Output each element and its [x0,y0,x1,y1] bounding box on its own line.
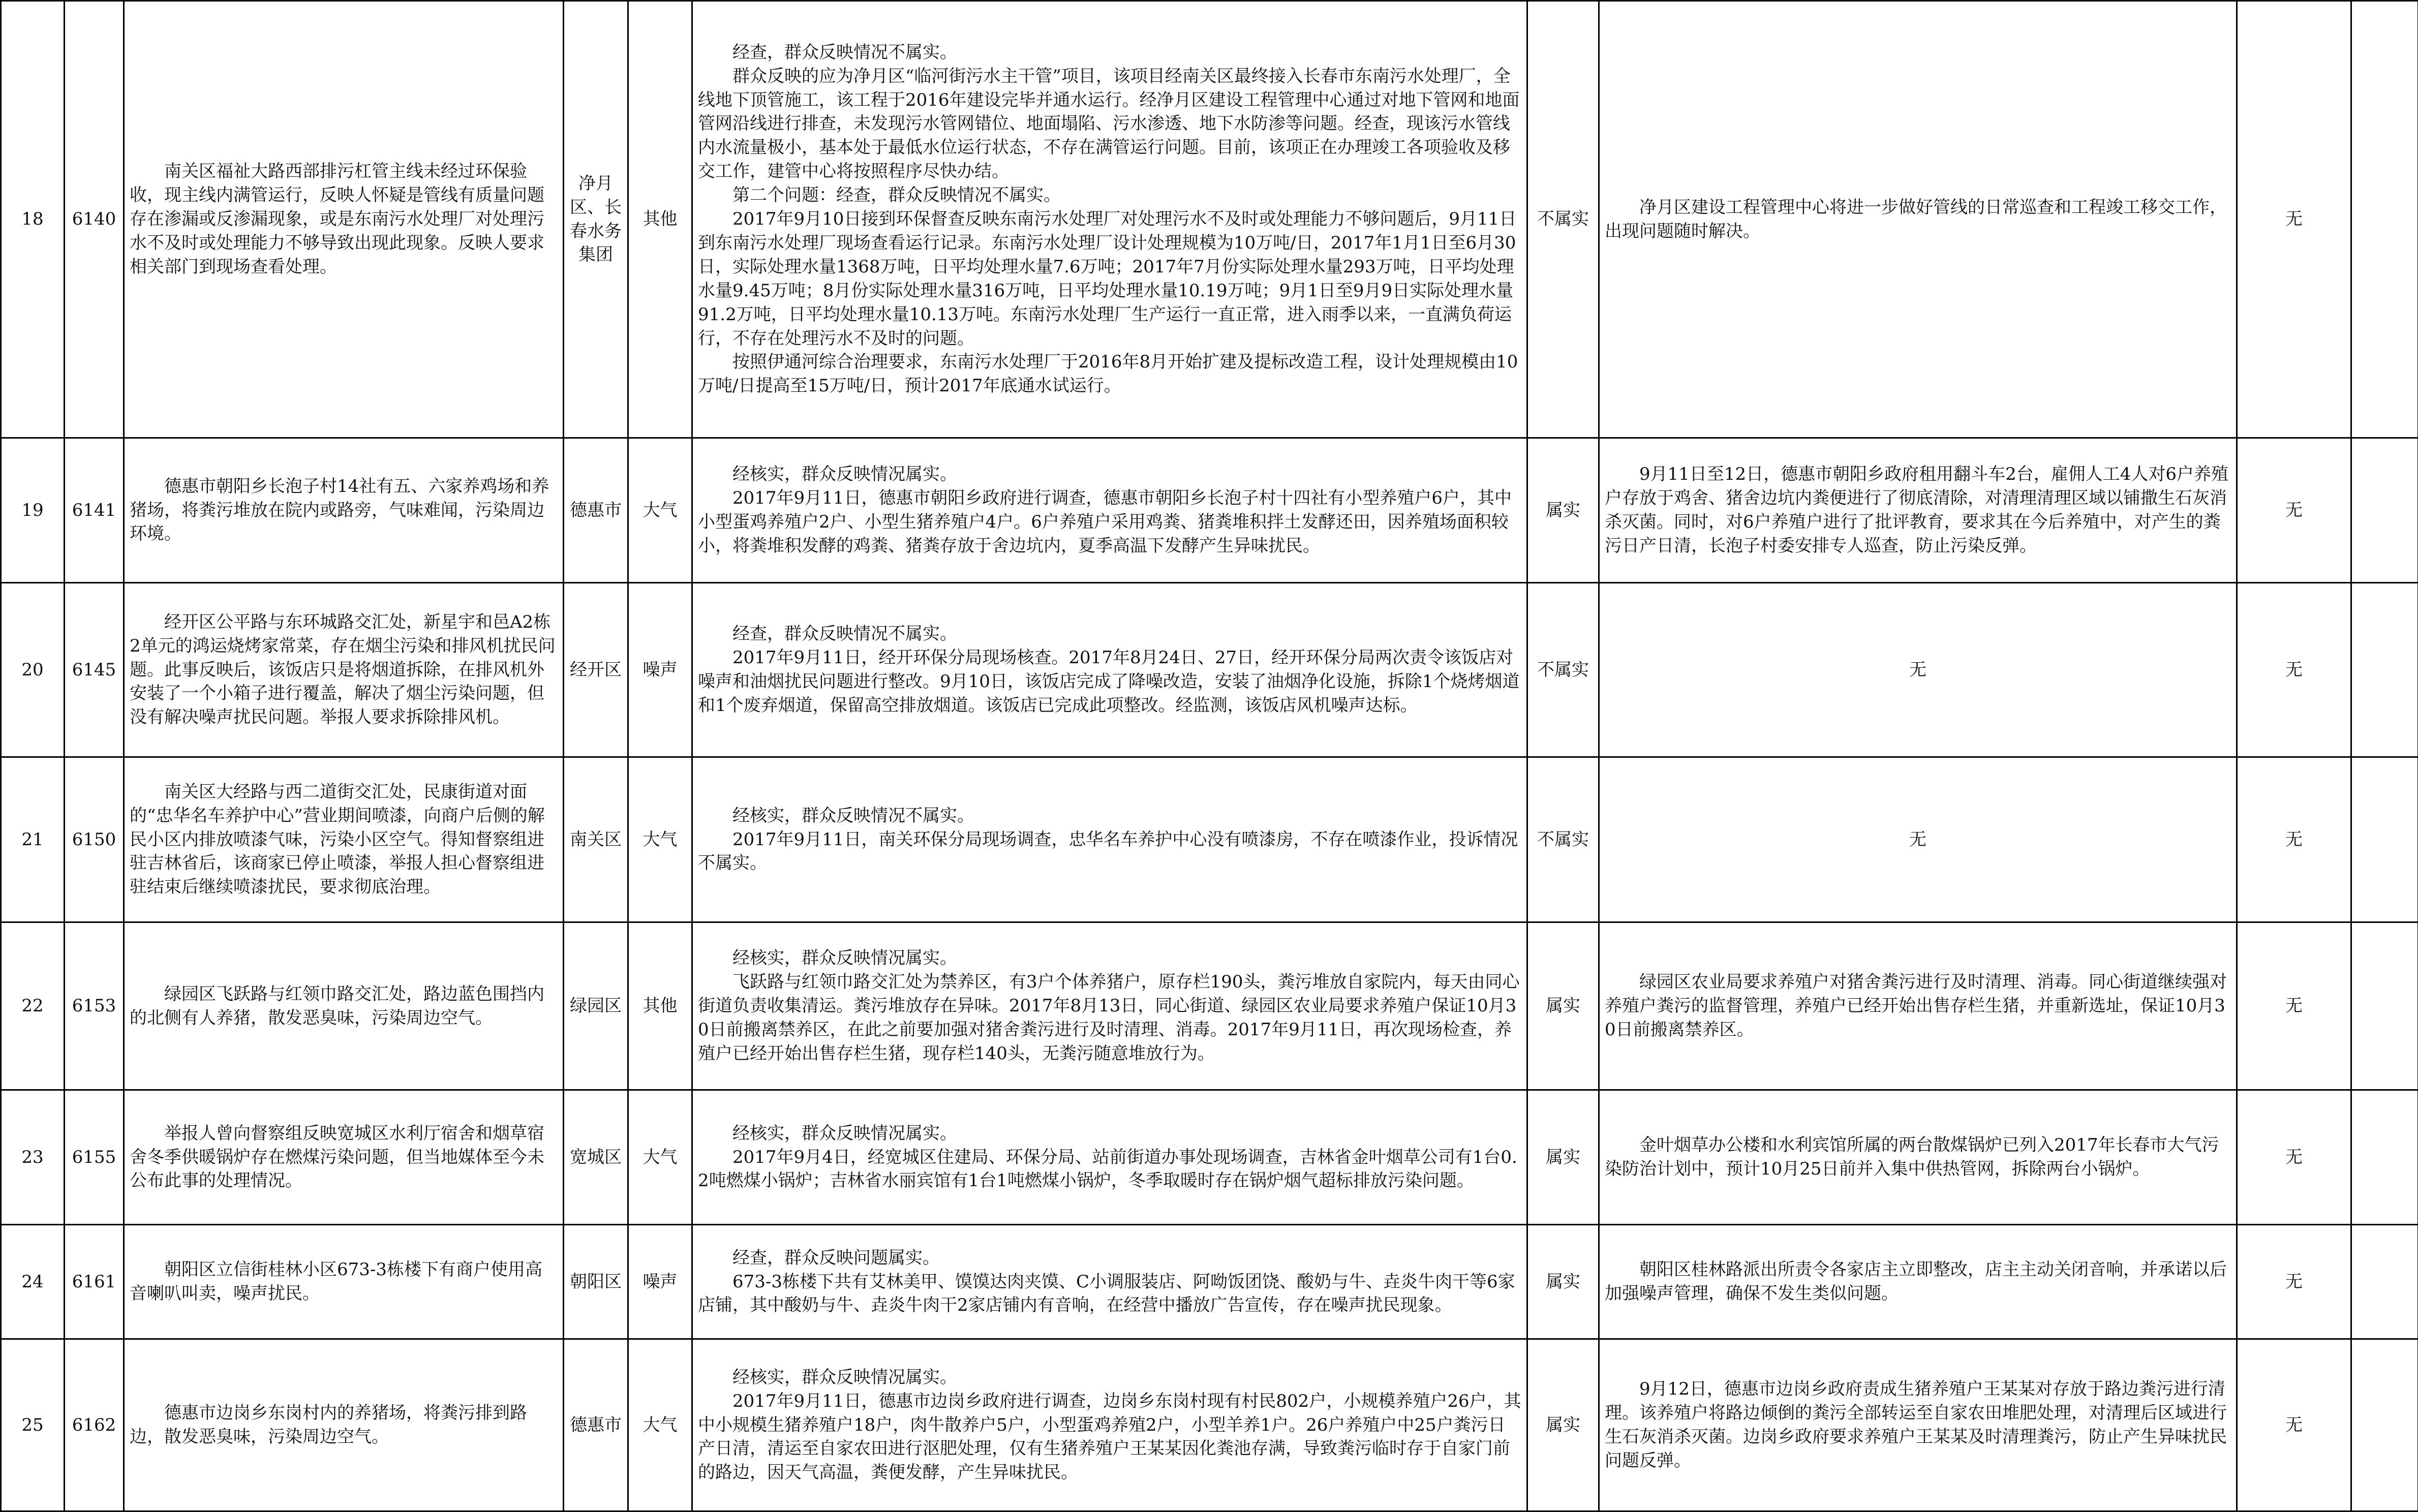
result-cell [692,1225,1527,1339]
result-paragraph: 按照伊通河综合治理要求，东南污水处理厂于2016年8月开始扩建及提标改造工程，设计处理规模由10万吨/日提高至15万吨/日，预计2017年底通水试运行。 [698,350,1521,398]
remark-cell [2351,1090,2418,1225]
category-cell: 其他 [628,1,692,438]
result-paragraph: 群众反映的应为净月区“临河街污水主干管”项目，该项目经南关区最终接入长春市东南污水处理厂，全线地下顶管施工，该工程于2016年建设完毕并通水运行。经净月区建设工程管理中心通过对地下管网和地面管网沿线进行排查，未发现污水管网错位、地面塌陷、污水渗透、地下水防渗等问题。经查，现该污水管线内水流量极小，基本处于最低水位运行状态，不存在满管运行问题。目前，该项正在办理竣工各项验收及移交工作，建管中心将按照程序尽快办结。 [698,65,1521,184]
seq-cell: 20 [1,583,65,757]
seq-cell: 23 [1,1090,65,1225]
accountability-cell: 无 [2237,1090,2351,1225]
verdict-cell: 属实 [1527,1225,1599,1339]
complaint-text: 南关区福祉大路西部排污杠管主线未经过环保验收，现主线内满管运行，反映人怀疑是管线有质量问题存在渗漏或反渗漏现象，或是东南污水处理厂对处理污水不及时或处理能力不够导致出现此现象。反映人要求相关部门到现场查看处理。 [130,160,558,279]
category-cell: 噪声 [628,1225,692,1339]
rectification-cell [1599,438,2237,583]
case-id-cell: 6141 [65,438,124,583]
complaint-cell [124,583,564,757]
table-row [1,922,2418,1090]
case-id-cell: 6162 [65,1339,124,1511]
complaint-cell [124,1090,564,1225]
table-row [1,1225,2418,1339]
table-row [1,757,2418,922]
accountability-cell: 无 [2237,583,2351,757]
complaint-cell [124,757,564,922]
result-paragraph: 经查，群众反映情况不属实。 [698,41,1521,65]
result-paragraph: 2017年9月11日，德惠市朝阳乡政府进行调查，德惠市朝阳乡长泡子村十四社有小型养殖户6户，其中小型蛋鸡养殖户2户、小型生猪养殖户4户。6户养殖户采用鸡粪、猪粪堆积拌土发酵还田，因养殖场面积较小，将粪堆积发酵的鸡粪、猪粪存放于舍边坑内，夏季高温下发酵产生异味扰民。 [698,486,1521,558]
result-cell [692,583,1527,757]
seq-cell: 18 [1,1,65,438]
seq-cell: 21 [1,757,65,922]
complaint-cell [124,438,564,583]
region-cell: 宽城区 [564,1090,628,1225]
result-paragraph: 2017年9月10日接到环保督查反映东南污水处理厂对处理污水不及时或处理能力不够问题后，9月11日到东南污水处理厂现场查看运行记录。东南污水处理厂设计处理规模为10万吨/日，2017年1月1日至6月30日，实际处理水量1368万吨，日平均处理水量7.6万吨；2017年7月份实际处理水量293万吨，日平均处理水量9.45万吨；8月份实际处理水量316万吨，日平均处理水量10.19万吨；9月1日至9月9日实际处理水量91.2万吨，日平均处理水量10.13万吨。东南污水处理厂生产运行一直正常，进入雨季以来，一直满负荷运行，不存在处理污水不及时的问题。 [698,207,1521,350]
remark-cell [2351,583,2418,757]
result-cell [692,922,1527,1090]
complaint-cell [124,1339,564,1511]
case-id-cell: 6145 [65,583,124,757]
rectification-cell [1599,583,2237,757]
result-paragraph: 第二个问题：经查，群众反映情况不属实。 [698,183,1521,207]
result-paragraph: 673-3栋楼下共有艾林美甲、馍馍达肉夹馍、C小调服装店、阿呦饭团饶、酸奶与牛、垚炎牛肉干等6家店铺，其中酸奶与牛、垚炎牛肉干2家店铺内有音响，在经营中播放广告宣传，存在噪声扰民现象。 [698,1270,1521,1318]
result-cell [692,757,1527,922]
rectification-cell [1599,757,2237,922]
remark-cell [2351,1,2418,438]
case-id-cell: 6153 [65,922,124,1090]
remark-cell [2351,1339,2418,1511]
seq-cell: 19 [1,438,65,583]
complaint-text: 经开区公平路与东环城路交汇处，新星宇和邑A2栋2单元的鸿运烧烤家常菜，存在烟尘污染和排风机扰民问题。此事反映后，该饭店只是将烟道拆除，在排风机外安装了一个小箱子进行覆盖，解决了烟尘污染问题，但没有解决噪声扰民问题。举报人要求拆除排风机。 [130,610,558,730]
rectification-cell [1599,1,2237,438]
complaint-text: 举报人曾向督察组反映宽城区水利厅宿舍和烟草宿舍冬季供暖锅炉存在燃煤污染问题，但当地媒体至今未公布此事的处理情况。 [130,1122,558,1193]
verdict-cell: 不属实 [1527,757,1599,922]
result-paragraph: 2017年9月11日，德惠市边岗乡政府进行调查，边岗乡东岗村现有村民802户，小规模养殖户26户，其中小规模生猪养殖户18户，肉牛散养户5户，小型蛋鸡养殖2户，小型羊养1户。26户养殖户中25户粪污日产日清，清运至自家农田进行沤肥处理，仅有生猪养殖户王某某因化粪池存满，导致粪污临时存于自家门前的路边，因天气高温，粪便发酵，产生异味扰民。 [698,1390,1521,1485]
result-paragraph: 2017年9月4日，经宽城区住建局、环保分局、站前街道办事处现场调查，吉林省金叶烟草公司有1台0.2吨燃煤小锅炉；吉林省水丽宾馆有1台1吨燃煤小锅炉，冬季取暖时存在锅炉烟气超标排放污染问题。 [698,1146,1521,1193]
table-row [1,1,2418,438]
rectification-cell [1599,1090,2237,1225]
complaint-text: 德惠市边岗乡东岗村内的养猪场，将粪污排到路边，散发恶臭味，污染周边空气。 [130,1401,558,1449]
complaint-cell [124,1225,564,1339]
accountability-cell: 无 [2237,1,2351,438]
remark-cell [2351,757,2418,922]
verdict-cell: 属实 [1527,1090,1599,1225]
rectification-cell [1599,922,2237,1090]
result-paragraph: 2017年9月11日，经开环保分局现场核查。2017年8月24日、27日，经开环保分局两次责令该饭店对噪声和油烟扰民问题进行整改。9月10日，该饭店完成了降噪改造，安装了油烟净化设施，拆除1个烧烤烟道和1个废弃烟道，保留高空排放烟道。该饭店已完成此项整改。经监测，该饭店风机噪声达标。 [698,646,1521,718]
rectification-text: 9月12日，德惠市边岗乡政府责成生猪养殖户王某某对存放于路边粪污进行清理。该养殖户将路边倾倒的粪污全部转运至自家农田堆肥处理，对清理后区域进行生石灰消杀灭菌。边岗乡政府要求养殖户王某某及时清理粪污，防止产生异味扰民问题反弹。 [1605,1377,2231,1473]
verdict-cell: 不属实 [1527,583,1599,757]
accountability-cell: 无 [2237,922,2351,1090]
verdict-cell: 属实 [1527,1339,1599,1511]
category-cell: 其他 [628,922,692,1090]
rectification-text: 9月11日至12日，德惠市朝阳乡政府租用翻斗车2台，雇佣人工4人对6户养殖户存放于鸡舍、猪舍边坑内粪便进行了彻底清除，对清理清理区域以铺撒生石灰消杀灭菌。同时，对6户养殖户进行了批评教育，要求其在今后养殖中，对产生的粪污日产日清，长泡子村委安排专人巡查，防止污染反弹。 [1605,462,2231,558]
result-cell [692,1,1527,438]
rectification-text: 绿园区农业局要求养殖户对猪舍粪污进行及时清理、消毒。同心街道继续强对养殖户粪污的监督管理，养殖户已经开始出售存栏生猪，并重新选址，保证10月30日前搬离禁养区。 [1605,970,2231,1042]
verdict-cell: 不属实 [1527,1,1599,438]
case-id-cell: 6155 [65,1090,124,1225]
region-cell: 净月区、长春水务集团 [564,1,628,438]
seq-cell: 25 [1,1339,65,1511]
complaint-text: 朝阳区立信街桂林小区673-3栋楼下有商户使用高音喇叭叫卖，噪声扰民。 [130,1258,558,1306]
table-row [1,1339,2418,1511]
category-cell: 大气 [628,757,692,922]
complaint-cell [124,1,564,438]
rectification-text: 无 [1605,828,2231,852]
verdict-cell: 属实 [1527,438,1599,583]
result-cell [692,438,1527,583]
verdict-cell: 属实 [1527,922,1599,1090]
result-paragraph: 经查，群众反映情况不属实。 [698,622,1521,646]
result-cell [692,1339,1527,1511]
table-row [1,1090,2418,1225]
accountability-cell: 无 [2237,438,2351,583]
category-cell: 大气 [628,438,692,583]
remark-cell [2351,922,2418,1090]
complaint-cell [124,922,564,1090]
region-cell: 绿园区 [564,922,628,1090]
category-cell: 大气 [628,1090,692,1225]
result-paragraph: 飞跃路与红领巾路交汇处为禁养区，有3户个体养猪户，原存栏190头，粪污堆放自家院内，每天由同心街道负责收集清运。粪污堆放存在异味。2017年8月13日，同心街道、绿园区农业局要求养殖户保证10月30日前搬离禁养区，在此之前要加强对猪舍粪污进行及时清理、消毒。2017年9月11日，再次现场检查，养殖户已经开始出售存栏生猪，现存栏140头，无粪污随意堆放行为。 [698,970,1521,1066]
accountability-cell: 无 [2237,757,2351,922]
accountability-cell: 无 [2237,1339,2351,1511]
remark-cell [2351,438,2418,583]
region-cell: 经开区 [564,583,628,757]
result-paragraph: 2017年9月11日，南关环保分局现场调查，忠华名车养护中心没有喷漆房，不存在喷漆作业，投诉情况不属实。 [698,828,1521,876]
category-cell: 大气 [628,1339,692,1511]
category-cell: 噪声 [628,583,692,757]
region-cell: 南关区 [564,757,628,922]
case-id-cell: 6161 [65,1225,124,1339]
table-row [1,438,2418,583]
remark-cell [2351,1225,2418,1339]
case-id-cell: 6150 [65,757,124,922]
table-row [1,583,2418,757]
result-paragraph: 经核实，群众反映情况属实。 [698,1122,1521,1146]
region-cell: 朝阳区 [564,1225,628,1339]
result-paragraph: 经查，群众反映问题属实。 [698,1246,1521,1270]
rectification-text: 无 [1605,658,2231,682]
complaint-text: 绿园区飞跃路与红领巾路交汇处，路边蓝色围挡内的北侧有人养猪，散发恶臭味，污染周边空气。 [130,982,558,1030]
case-id-cell: 6140 [65,1,124,438]
complaint-text: 南关区大经路与西二道街交汇处，民康街道对面的“忠华名车养护中心”营业期间喷漆，向商户后侧的解民小区内排放喷漆气味，污染小区空气。得知督察组进驻吉林省后，该商家已停止喷漆，举报人担心督察组进驻结束后继续喷漆扰民，要求彻底治理。 [130,780,558,900]
region-cell: 德惠市 [564,438,628,583]
rectification-cell [1599,1339,2237,1511]
result-paragraph: 经核实，群众反映情况属实。 [698,462,1521,486]
result-paragraph: 经核实，群众反映情况不属实。 [698,804,1521,828]
region-cell: 德惠市 [564,1339,628,1511]
seq-cell: 24 [1,1225,65,1339]
result-paragraph: 经核实，群众反映情况属实。 [698,1366,1521,1390]
rectification-text: 金叶烟草办公楼和水利宾馆所属的两台散煤锅炉已列入2017年长春市大气污染防治计划中，预计10月25日前并入集中供热管网，拆除两台小锅炉。 [1605,1133,2231,1181]
result-paragraph: 经核实，群众反映情况属实。 [698,946,1521,970]
complaint-text: 德惠市朝阳乡长泡子村14社有五、六家养鸡场和养猪场，将粪污堆放在院内或路旁，气味难闻，污染周边环境。 [130,475,558,546]
rectification-cell [1599,1225,2237,1339]
rectification-text: 朝阳区桂林路派出所责令各家店主立即整改，店主主动关闭音响，并承诺以后加强噪声管理，确保不发生类似问题。 [1605,1258,2231,1306]
rectification-text: 净月区建设工程管理中心将进一步做好管线的日常巡查和工程竣工移交工作，出现问题随时解决。 [1605,196,2231,243]
accountability-cell: 无 [2237,1225,2351,1339]
result-cell [692,1090,1527,1225]
seq-cell: 22 [1,922,65,1090]
